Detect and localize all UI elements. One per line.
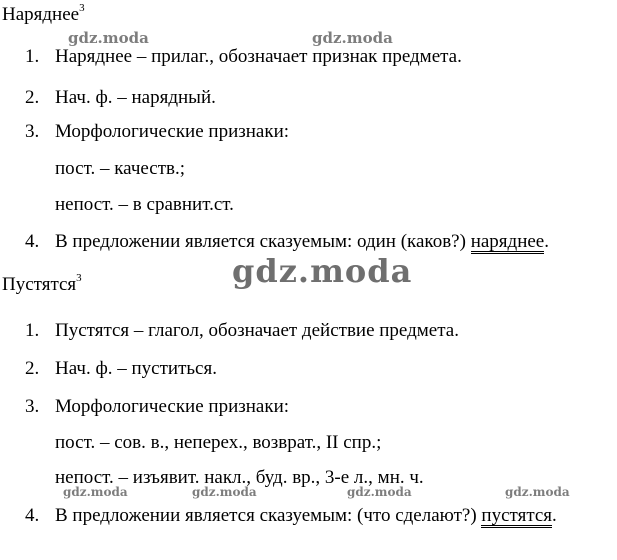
pus-item-4-main: В предложении является сказуемым: (что сделают?) xyxy=(55,505,482,526)
pus-item-4-number: 4. xyxy=(25,505,40,526)
nar-item-4-text xyxy=(55,231,549,254)
heading-nar-word: Наряднее xyxy=(2,4,80,25)
pus-item-2-text: Нач. ф. – пуститься. xyxy=(55,358,217,379)
pus-item-1-text: Пустятся – глагол, обозначает действие предмета. xyxy=(55,320,459,341)
pus-variable-features: непост. – изъявит. накл., буд. вр., 3-е л., мн. ч. xyxy=(55,467,424,488)
pus-constant-features: пост. – сов. в., неперех., возврат., II спр.; xyxy=(55,432,382,453)
nar-item-2-text: Нач. ф. – нарядный. xyxy=(55,87,216,108)
nar-item-3-number: 3. xyxy=(25,121,40,142)
heading-pus-sup: 3 xyxy=(76,272,82,284)
pus-item-1-number: 1. xyxy=(25,320,40,341)
nar-predicate: наряднее xyxy=(470,231,545,252)
pus-item-4-text xyxy=(55,505,557,528)
nar-item-4-number: 4. xyxy=(25,231,40,252)
heading-pus-word: Пустятся xyxy=(2,274,77,295)
watermark-top-right: gdz.moda xyxy=(312,29,393,47)
nar-constant-features: пост. – качеств.; xyxy=(55,158,186,179)
watermark-top-left: gdz.moda xyxy=(68,29,149,47)
heading-nar xyxy=(2,4,85,26)
nar-item-4-end: . xyxy=(544,231,549,252)
nar-item-2-number: 2. xyxy=(25,87,40,108)
pus-item-2-number: 2. xyxy=(25,358,40,379)
pus-item-3-text: Морфологические признаки: xyxy=(55,396,290,417)
pus-item-4-end: . xyxy=(552,505,557,526)
watermark-center: gdz.moda xyxy=(232,252,413,290)
watermark-bottom-1: gdz.moda xyxy=(63,485,128,499)
watermark-bottom-3: gdz.moda xyxy=(347,485,412,499)
watermark-bottom-2: gdz.moda xyxy=(192,485,257,499)
nar-item-1-number: 1. xyxy=(25,46,40,67)
heading-nar-sup: 3 xyxy=(79,2,85,14)
nar-item-3-text: Морфологические признаки: xyxy=(55,121,290,142)
pus-predicate: пустятся xyxy=(481,505,553,526)
nar-item-4-main: В предложении является сказуемым: один (каков?) xyxy=(55,231,471,252)
nar-item-1-text: Наряднее – прилаг., обозначает признак предмета. xyxy=(55,46,462,67)
pus-item-3-number: 3. xyxy=(25,396,40,417)
heading-pus xyxy=(2,274,82,296)
nar-variable-features: непост. – в сравнит.ст. xyxy=(55,194,234,215)
watermark-bottom-4: gdz.moda xyxy=(505,485,570,499)
